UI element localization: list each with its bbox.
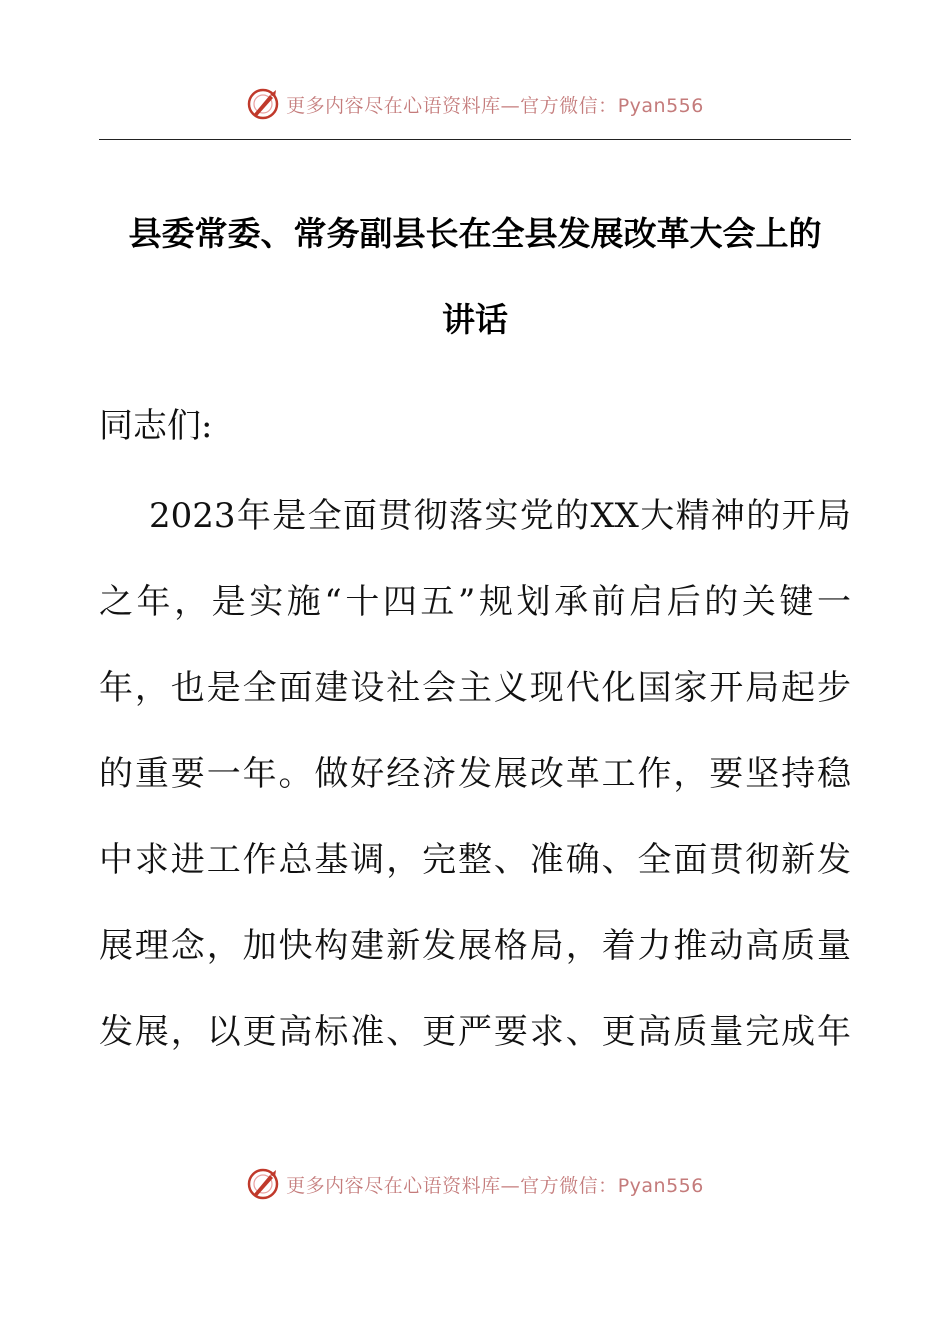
wechat-label: 官方微信： — [520, 94, 618, 117]
document-title-line-1: 县委常委、常务副县长在全县发展改革大会上的 — [128, 214, 822, 253]
paragraph-line: 的重要一年。做好经济发展改革工作，要坚持稳 — [99, 754, 851, 794]
footer-banner — [0, 1164, 950, 1204]
salutation: 同志们: — [99, 406, 213, 446]
paragraph-line: 中求进工作总基调，完整、准确、全面贯彻新发 — [99, 840, 851, 880]
banner-slogan: 更多内容尽在心语资料库 — [286, 94, 501, 117]
header-banner — [0, 84, 950, 124]
document-title-line-2: 讲话 — [442, 300, 508, 339]
body-paragraph — [99, 490, 851, 1092]
banner-separator: — — [500, 1174, 521, 1197]
paragraph-line: 2023年是全面贯彻落实党的XX大精神的开局 — [149, 496, 851, 536]
paragraph-line: 发展，以更高标准、更严要求、更高质量完成年 — [99, 1012, 851, 1052]
paragraph-line: 之年，是实施“十四五”规划承前启后的关键一 — [99, 582, 851, 622]
footer-banner-text — [286, 1171, 704, 1198]
wechat-id: Pyan556 — [617, 94, 704, 117]
header-banner-text — [286, 91, 704, 118]
wechat-id: Pyan556 — [617, 1174, 704, 1197]
wechat-label: 官方微信： — [520, 1174, 618, 1197]
quill-pen-logo-icon — [246, 87, 280, 121]
paragraph-line: 展理念，加快构建新发展格局，着力推动高质量 — [99, 926, 851, 966]
paragraph-line: 年，也是全面建设社会主义现代化国家开局起步 — [99, 668, 851, 708]
banner-separator: — — [500, 94, 521, 117]
header-divider — [99, 139, 851, 140]
quill-pen-logo-icon — [246, 1167, 280, 1201]
banner-slogan: 更多内容尽在心语资料库 — [286, 1174, 501, 1197]
